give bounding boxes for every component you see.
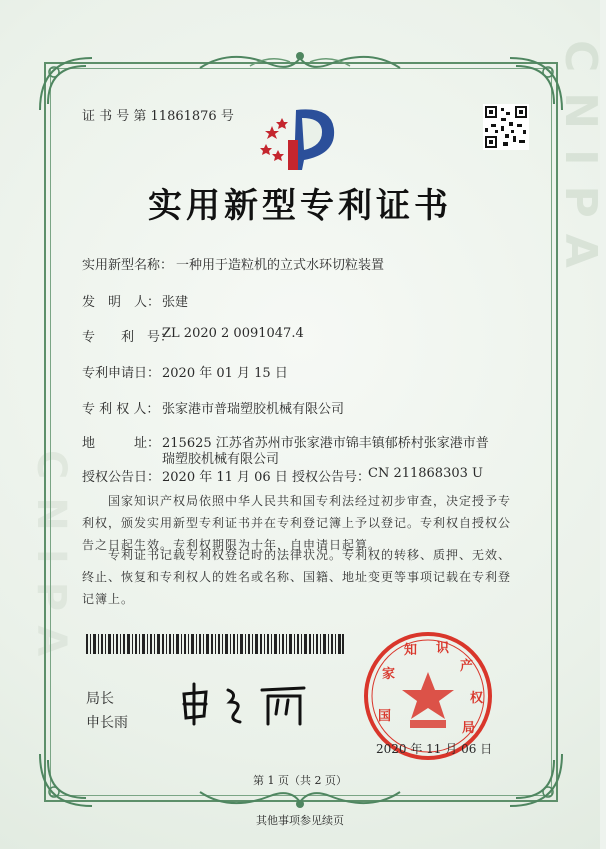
svg-text:国: 国 [378, 709, 392, 724]
qr-code-icon [483, 104, 529, 150]
utility-model-name-value: 一种用于造粒机的立式水环切粒装置 [176, 258, 385, 273]
footer-note: 其他事项参见续页 [256, 814, 344, 827]
watermark-left: CNIPA [28, 450, 74, 675]
svg-text:局: 局 [462, 721, 476, 736]
patentee-label: 专 利 权 人： [82, 402, 160, 417]
top-ornament-icon [190, 44, 410, 76]
inventor-value: 张建 [162, 295, 189, 310]
certificate-number: 证 书 号 第 11861876 号 [82, 109, 234, 124]
patent-number-label: 专 利 号： [82, 330, 174, 345]
watermark-right: CNIPA [555, 40, 606, 288]
filing-date-label: 专利申请日： [82, 366, 161, 381]
svg-text:产: 产 [460, 659, 474, 674]
svg-text:识: 识 [436, 641, 450, 656]
barcode-icon [86, 634, 344, 654]
svg-text:知: 知 [404, 643, 418, 658]
page-info: 第 1 页（共 2 页） [253, 774, 347, 787]
grant-number-value: CN 211868303 U [368, 466, 483, 481]
address-label: 地 址： [82, 436, 161, 451]
director-name: 申长雨 [86, 715, 128, 731]
statement-paragraph-2: 专利证书记载专利权登记时的法律状况。专利权的转移、质押、无效、终止、恢复和专利权人的姓名或名称、国籍、地址变更等事项记载在专利登记簿上。 [82, 548, 512, 606]
address-line-2: 瑞塑胶机械有限公司 [162, 452, 280, 467]
certificate-title: 实用新型专利证书 [148, 186, 452, 226]
address-line-1: 215625 江苏省苏州市张家港市锦丰镇郁桥村张家港市普 [162, 436, 489, 451]
statement-paragraph-1: 国家知识产权局依照中华人民共和国专利法经过初步审查，决定授予专利权，颁发实用新型专利证书并在专利登记簿上予以登记。专利权自授权公告之日起生效。专利权期限为十年，自申请日起算。 [82, 494, 512, 552]
director-title: 局长 [86, 691, 114, 707]
svg-text:权: 权 [470, 691, 484, 706]
seal-date: 2020 年 11 月 06 日 [376, 742, 493, 756]
svg-text:家: 家 [382, 667, 396, 682]
cnipa-logo-icon [258, 100, 346, 174]
grant-date-value: 2020 年 11 月 06 日 [162, 470, 288, 485]
patentee-value: 张家港市普瑞塑胶机械有限公司 [162, 402, 345, 417]
filing-date-value: 2020 年 01 月 15 日 [162, 366, 288, 381]
inventor-label: 发 明 人： [82, 295, 161, 310]
signature-icon [178, 680, 318, 728]
utility-model-name-label: 实用新型名称： [82, 258, 174, 273]
patent-number-value: ZL 2020 2 0091047.4 [162, 326, 304, 341]
grant-number-label: 授权公告号： [292, 470, 371, 485]
grant-date-label: 授权公告日： [82, 470, 161, 485]
